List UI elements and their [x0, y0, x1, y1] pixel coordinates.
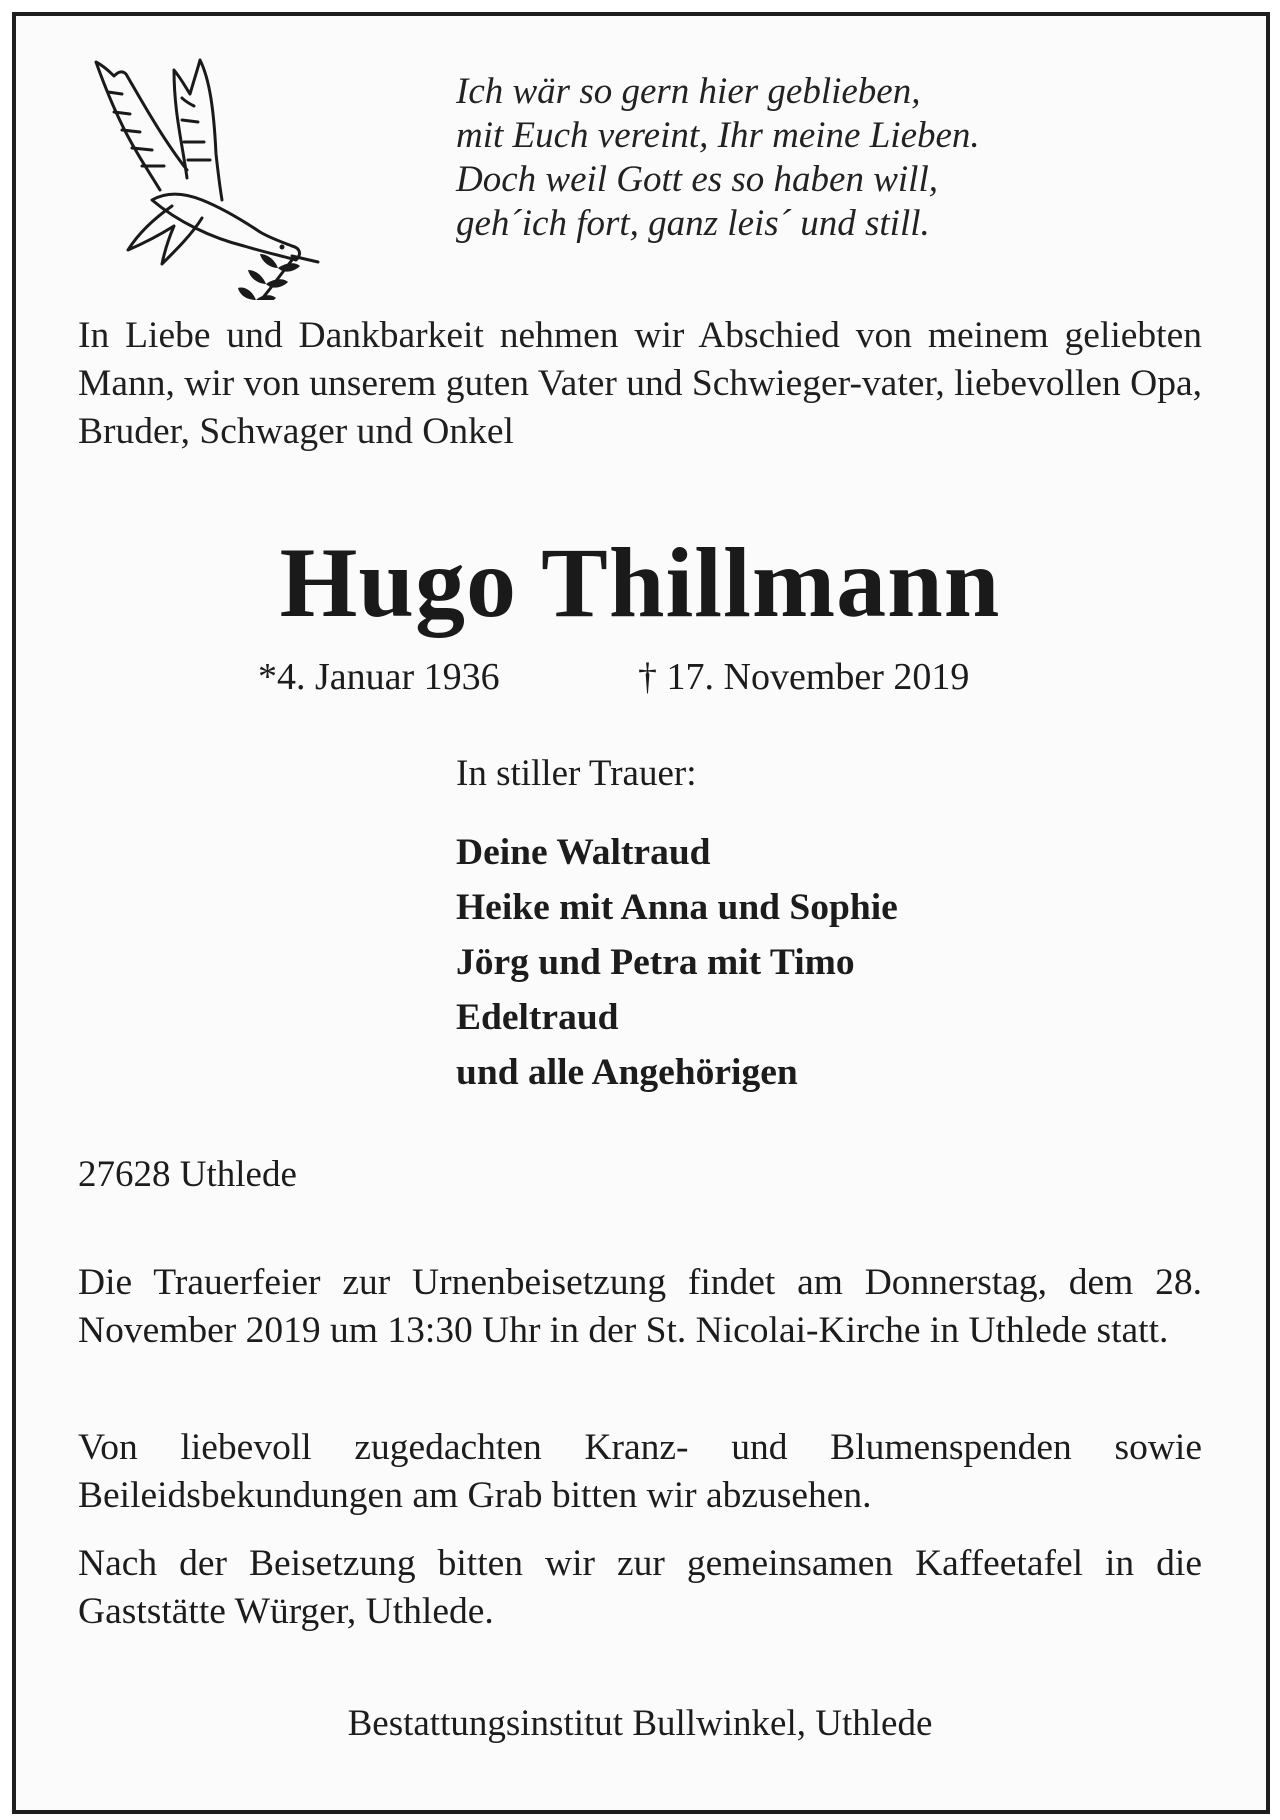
- family-member: Edeltraud: [456, 997, 619, 1038]
- place-of-residence: 27628 Uthlede: [78, 1154, 297, 1195]
- donations-paragraph: Von liebevoll zugedachten Kranz- und Blumenspenden sowie Beileidsbekundungen am Grab bitten wir abzusehen.: [78, 1427, 1202, 1516]
- family-member: Deine Waltraud: [456, 832, 711, 873]
- reception-paragraph: Nach der Beisetzung bitten wir zur gemeinsamen Kaffeetafel in die Gaststätte Würger, Uthlede.: [78, 1543, 1202, 1632]
- verse-line: geh´ich fort, ganz leis´ und still.: [456, 203, 930, 244]
- funeral-home: Bestattungsinstitut Bullwinkel, Uthlede: [347, 1703, 933, 1744]
- family-member: und alle Angehörigen: [456, 1052, 798, 1093]
- death-date: † 17. November 2019: [638, 656, 970, 698]
- mourning-label: In stiller Trauer:: [456, 753, 697, 794]
- deceased-name: Hugo Thillmann: [279, 527, 1001, 638]
- birth-date: *4. Januar 1936: [258, 656, 500, 698]
- verse-line: Ich wär so gern hier geblieben,: [456, 71, 921, 112]
- intro-paragraph: In Liebe und Dankbarkeit nehmen wir Abschied von meinem geliebten Mann, wir von unserem guten Vater und Schwieger-vater, liebevollen Opa, Bruder, Schwager und Onkel: [78, 315, 1202, 452]
- verse-line: Doch weil Gott es so haben will,: [456, 159, 938, 200]
- family-list: [456, 825, 898, 1100]
- family-member: Jörg und Petra mit Timo: [456, 942, 855, 983]
- dove-with-olive-branch-icon: [82, 50, 332, 300]
- verse-poem: [456, 70, 980, 246]
- family-member: Heike mit Anna und Sophie: [456, 887, 898, 928]
- verse-line: mit Euch vereint, Ihr meine Lieben.: [456, 115, 980, 156]
- funeral-service-paragraph: Die Trauerfeier zur Urnenbeisetzung findet am Donnerstag, dem 28. November 2019 um 13:30 Uhr in der St. Nicolai-Kirche in Uthlede statt.: [78, 1262, 1202, 1351]
